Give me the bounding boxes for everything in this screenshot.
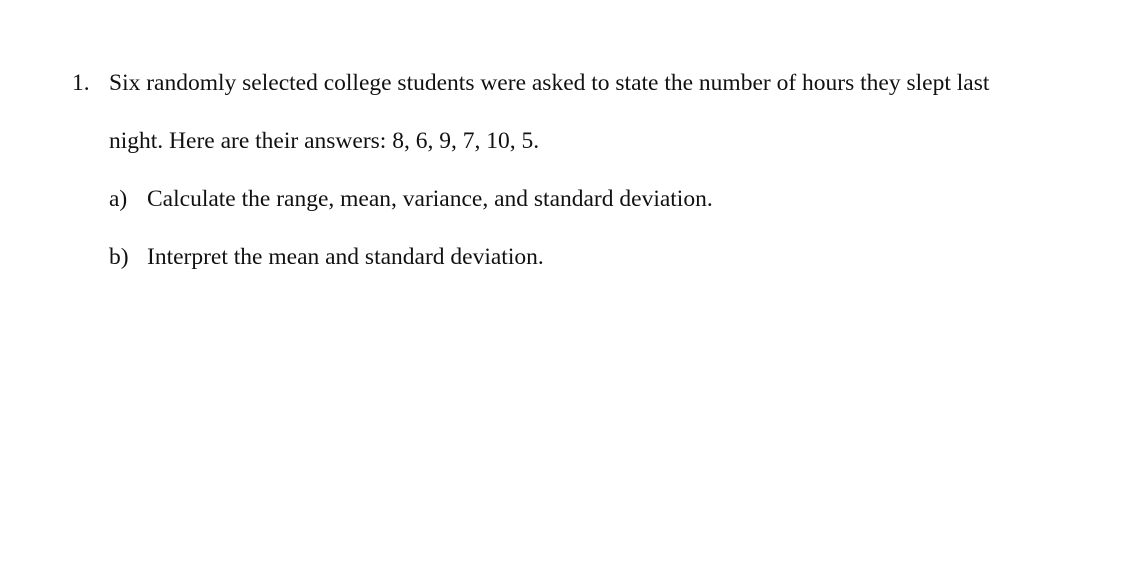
problem-stem-line-2: night. Here are their answers: 8, 6, 9, 7, 10, 5. xyxy=(109,128,540,154)
part-b-text: Interpret the mean and standard deviation. xyxy=(147,244,544,270)
part-b-label: b) xyxy=(109,244,129,270)
problem-number: 1. xyxy=(72,70,90,96)
problem-stem-line-1: Six randomly selected college students were asked to state the number of hours they slept last xyxy=(109,70,990,96)
part-a-text: Calculate the range, mean, variance, and standard deviation. xyxy=(147,186,713,212)
part-a-label: a) xyxy=(109,186,128,212)
